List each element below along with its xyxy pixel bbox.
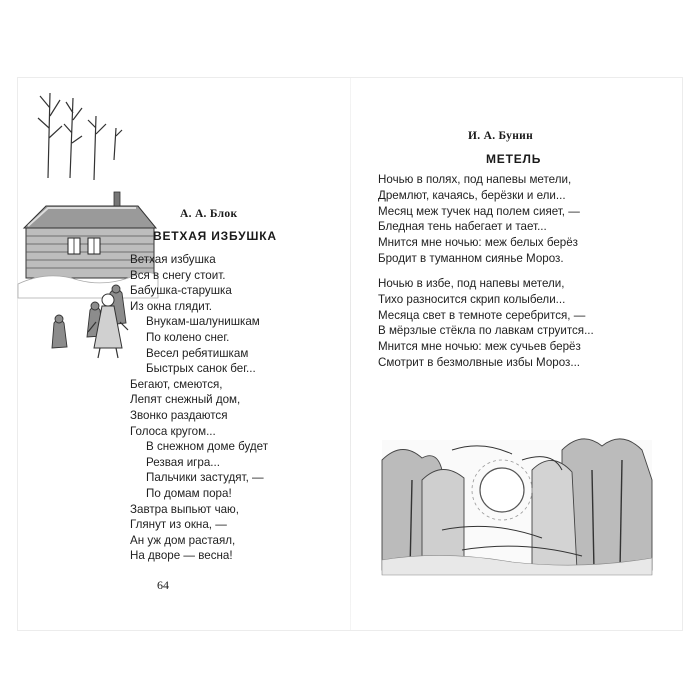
poem-line: Мнится мне ночью: меж сучьев берёз bbox=[378, 340, 581, 354]
book-gutter bbox=[350, 78, 351, 630]
poem-line: Из окна глядит. bbox=[130, 299, 212, 313]
poem-line: Резвая игра... bbox=[146, 455, 220, 469]
poem-line: Глянут из окна, — bbox=[130, 518, 227, 532]
poem-line: Звонко раздаются bbox=[130, 409, 228, 422]
poem-line: В снежном доме будет bbox=[146, 440, 269, 454]
poem-line: Ан уж дом растаял, bbox=[130, 533, 236, 547]
poem-line: Завтра выпьют чаю, bbox=[130, 502, 239, 516]
poem-line: По колено снег. bbox=[146, 331, 230, 344]
poem-line: На дворе — весна! bbox=[130, 549, 233, 563]
poem-title: МЕТЕЛЬ bbox=[486, 152, 542, 166]
poem-line: В мёрзлые стёкла по лавкам струится... bbox=[378, 324, 594, 338]
poem-author: И. А. Бунин bbox=[468, 130, 533, 142]
poem-line: Бледная тень набегает и тает... bbox=[378, 220, 547, 234]
poem-line: Бродит в туманном сиянье Мороз. bbox=[378, 252, 564, 265]
poem-line: Внукам-шалунишкам bbox=[146, 315, 260, 329]
blizzard-moon-trees-illustration bbox=[382, 420, 652, 580]
poem-author: А. А. Блок bbox=[180, 208, 238, 220]
poem-line: Месяц меж тучек над полем сияет, — bbox=[378, 204, 580, 218]
poem-line: Весел ребятишкам bbox=[146, 346, 249, 360]
poem-title: ВЕТХАЯ ИЗБУШКА bbox=[153, 229, 277, 243]
poem-line: Ночью в избе, под напевы метели, bbox=[378, 277, 565, 290]
poem-line: Бабушка-старушка bbox=[130, 284, 232, 298]
poem-line: Ветхая избушка bbox=[130, 253, 216, 266]
poem-line: Месяца свет в темноте серебрится, — bbox=[378, 308, 586, 322]
poem-line: Ночью в полях, под напевы метели, bbox=[378, 173, 572, 186]
poem-line: Вся в снегу стоит. bbox=[130, 268, 226, 282]
poem-line: По домам пора! bbox=[146, 487, 232, 500]
poem-line: Дремлют, качаясь, берёзки и ели... bbox=[378, 188, 566, 202]
page-number: 64 bbox=[157, 578, 169, 592]
poem-line: Пальчики застудят, — bbox=[146, 471, 264, 485]
poem-line: Тихо разносится скрип колыбели... bbox=[378, 292, 566, 306]
poem-line: Быстрых санок бег... bbox=[146, 362, 256, 376]
poem-line: Лепят снежный дом, bbox=[130, 393, 241, 407]
poem-line: Мнится мне ночью: меж белых берёз bbox=[378, 236, 578, 250]
girl-figure-illustration bbox=[82, 292, 132, 362]
poem-line: Бегают, смеются, bbox=[130, 377, 223, 391]
poem-line: Голоса кругом... bbox=[130, 424, 216, 438]
poem-line: Смотрит в безмолвные избы Мороз... bbox=[378, 356, 581, 369]
